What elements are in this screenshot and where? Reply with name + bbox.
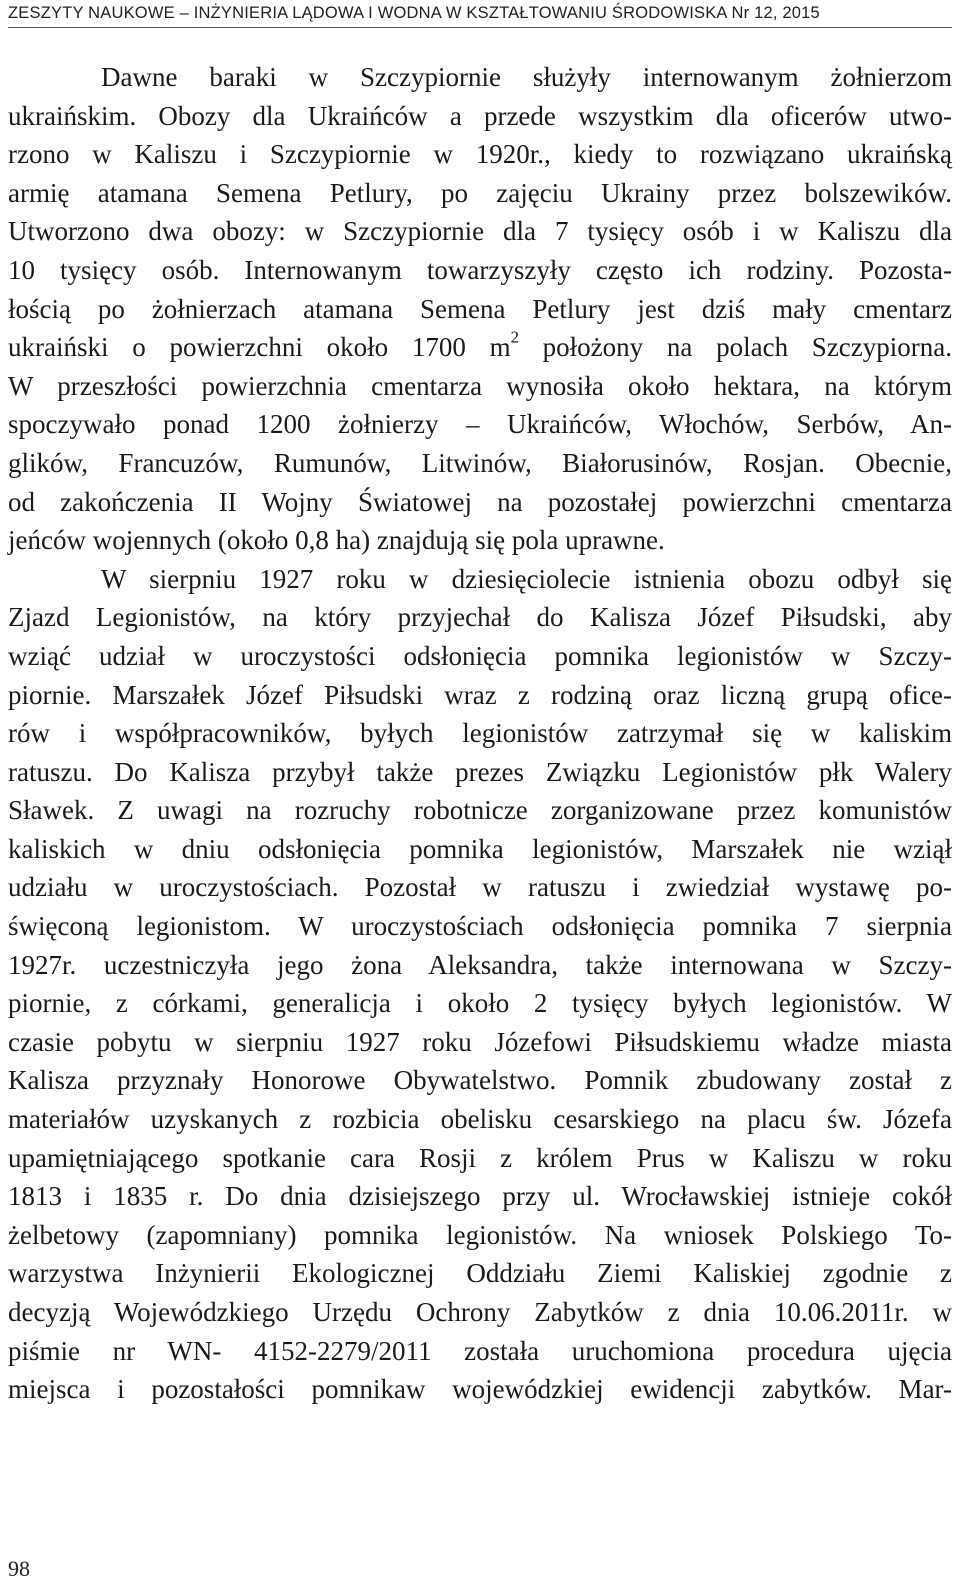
text-line: Utworzono dwa obozy: w Szczypiornie dla 7 tysięcy osób i w Kaliszu dla	[8, 216, 952, 247]
text-line: rów i współpracowników, byłych legionistów zatrzymał się w kaliskim	[8, 718, 952, 749]
text-line: decyzją Wojewódzkiego Urzędu Ochrony Zabytków z dnia 10.06.2011r. w	[8, 1297, 952, 1327]
text-line: warzystwa Inżynierii Ekologicznej Oddziału Ziemi Kaliskiej zgodnie z	[8, 1258, 952, 1289]
text-segment: ukraiński o powierzchni około 1700 m	[8, 332, 511, 363]
text-line: piornie, z córkami, generalicja i około 2 tysięcy byłych legionistów. W	[8, 988, 952, 1019]
text-line: W sierpniu 1927 roku w dziesięciolecie istnienia obozu odbył się	[101, 563, 952, 594]
text-line: łością po żołnierzach atamana Semena Petlury jest dziś mały cmentarz	[8, 293, 952, 324]
text-line: Zjazd Legionistów, na który przyjechał do Kalisza Józef Piłsudski, aby	[8, 602, 952, 633]
text-line: upamiętniającego spotkanie cara Rosji z królem Prus w Kaliszu w roku	[8, 1142, 952, 1173]
text-line: armię atamana Semena Petlury, po zajęciu Ukrainy przez bolszewików.	[8, 177, 952, 208]
text-line: spoczywało ponad 1200 żołnierzy – Ukraińców, Włochów, Serbów, An-	[8, 409, 952, 440]
text-line: jeńców wojennych (około 0,8 ha) znajdują się pola uprawne.	[8, 525, 665, 556]
running-header: ZESZYTY NAUKOWE – INŻYNIERIA LĄDOWA I WODNA W KSZTAŁTOWANIU ŚRODOWISKA Nr 12, 2015	[8, 4, 952, 28]
text-line: W przeszłości powierzchnia cmentarza wynosiła około hektara, na którym	[8, 370, 952, 401]
text-line: Sławek. Z uwagi na rozruchy robotnicze zorganizowane przez komunistów	[8, 795, 952, 826]
text-line: święconą legionistom. W uroczystościach odsłonięcia pomnika 7 sierpnia	[8, 911, 952, 942]
text-line: Dawne baraki w Szczypiornie służyły internowanym żołnierzom	[101, 62, 952, 92]
text-line: od zakończenia II Wojny Światowej na pozostałej powierzchni cmentarza	[8, 486, 952, 517]
text-line: piśmie nr WN- 4152-2279/2011 została uruchomiona procedura ujęcia	[8, 1335, 952, 1366]
article-body	[8, 58, 952, 1409]
text-line: żelbetowy (zapomniany) pomnika legionistów. Na wniosek Polskiego To-	[8, 1219, 952, 1250]
text-line: kaliskich w dniu odsłonięcia pomnika legionistów, Marszałek nie wziął	[8, 833, 952, 864]
text-line: udziału w uroczystościach. Pozostał w ratuszu i zwiedział wystawę po-	[8, 872, 952, 903]
text-line: miejsca i pozostałości pomnikaw wojewódzkiej ewidencji zabytków. Mar-	[8, 1374, 952, 1405]
text-line: piornie. Marszałek Józef Piłsudski wraz z rodziną oraz liczną grupą ofice-	[8, 679, 952, 710]
text-line: ratuszu. Do Kalisza przybył także prezes Związku Legionistów płk Walery	[8, 756, 952, 787]
text-line: Kalisza przyznały Honorowe Obywatelstwo. Pomnik zbudowany został z	[8, 1065, 952, 1096]
text-line: 1813 i 1835 r. Do dnia dzisiejszego przy ul. Wrocławskiej istnieje cokół	[8, 1181, 952, 1212]
text-line: czasie pobytu w sierpniu 1927 roku Józefowi Piłsudskiemu władze miasta	[8, 1026, 952, 1057]
text-line: 1927r. uczestniczyła jego żona Aleksandra, także internowana w Szczy-	[8, 949, 952, 980]
text-line: glików, Francuzów, Rumunów, Litwinów, Białorusinów, Rosjan. Obecnie,	[8, 447, 952, 478]
text-line-with-superscript	[8, 328, 952, 367]
text-line: materiałów uzyskanych z rozbicia obelisku cesarskiego na placu św. Józefa	[8, 1104, 952, 1135]
text-line: ukraińskim. Obozy dla Ukraińców a przede wszystkim dla oficerów utwo-	[8, 100, 952, 131]
area-unit-superscript: 2	[510, 327, 519, 347]
text-line: 10 tysięcy osób. Internowanym towarzyszyły często ich rodziny. Pozosta-	[8, 254, 952, 285]
text-line: rzono w Kaliszu i Szczypiornie w 1920r., kiedy to rozwiązano ukraińską	[8, 139, 952, 170]
text-line: wziąć udział w uroczystości odsłonięcia pomnika legionistów w Szczy-	[8, 640, 952, 671]
page-number: 98	[8, 1556, 30, 1581]
text-segment: położony na polach Szczypiorna.	[518, 332, 952, 363]
